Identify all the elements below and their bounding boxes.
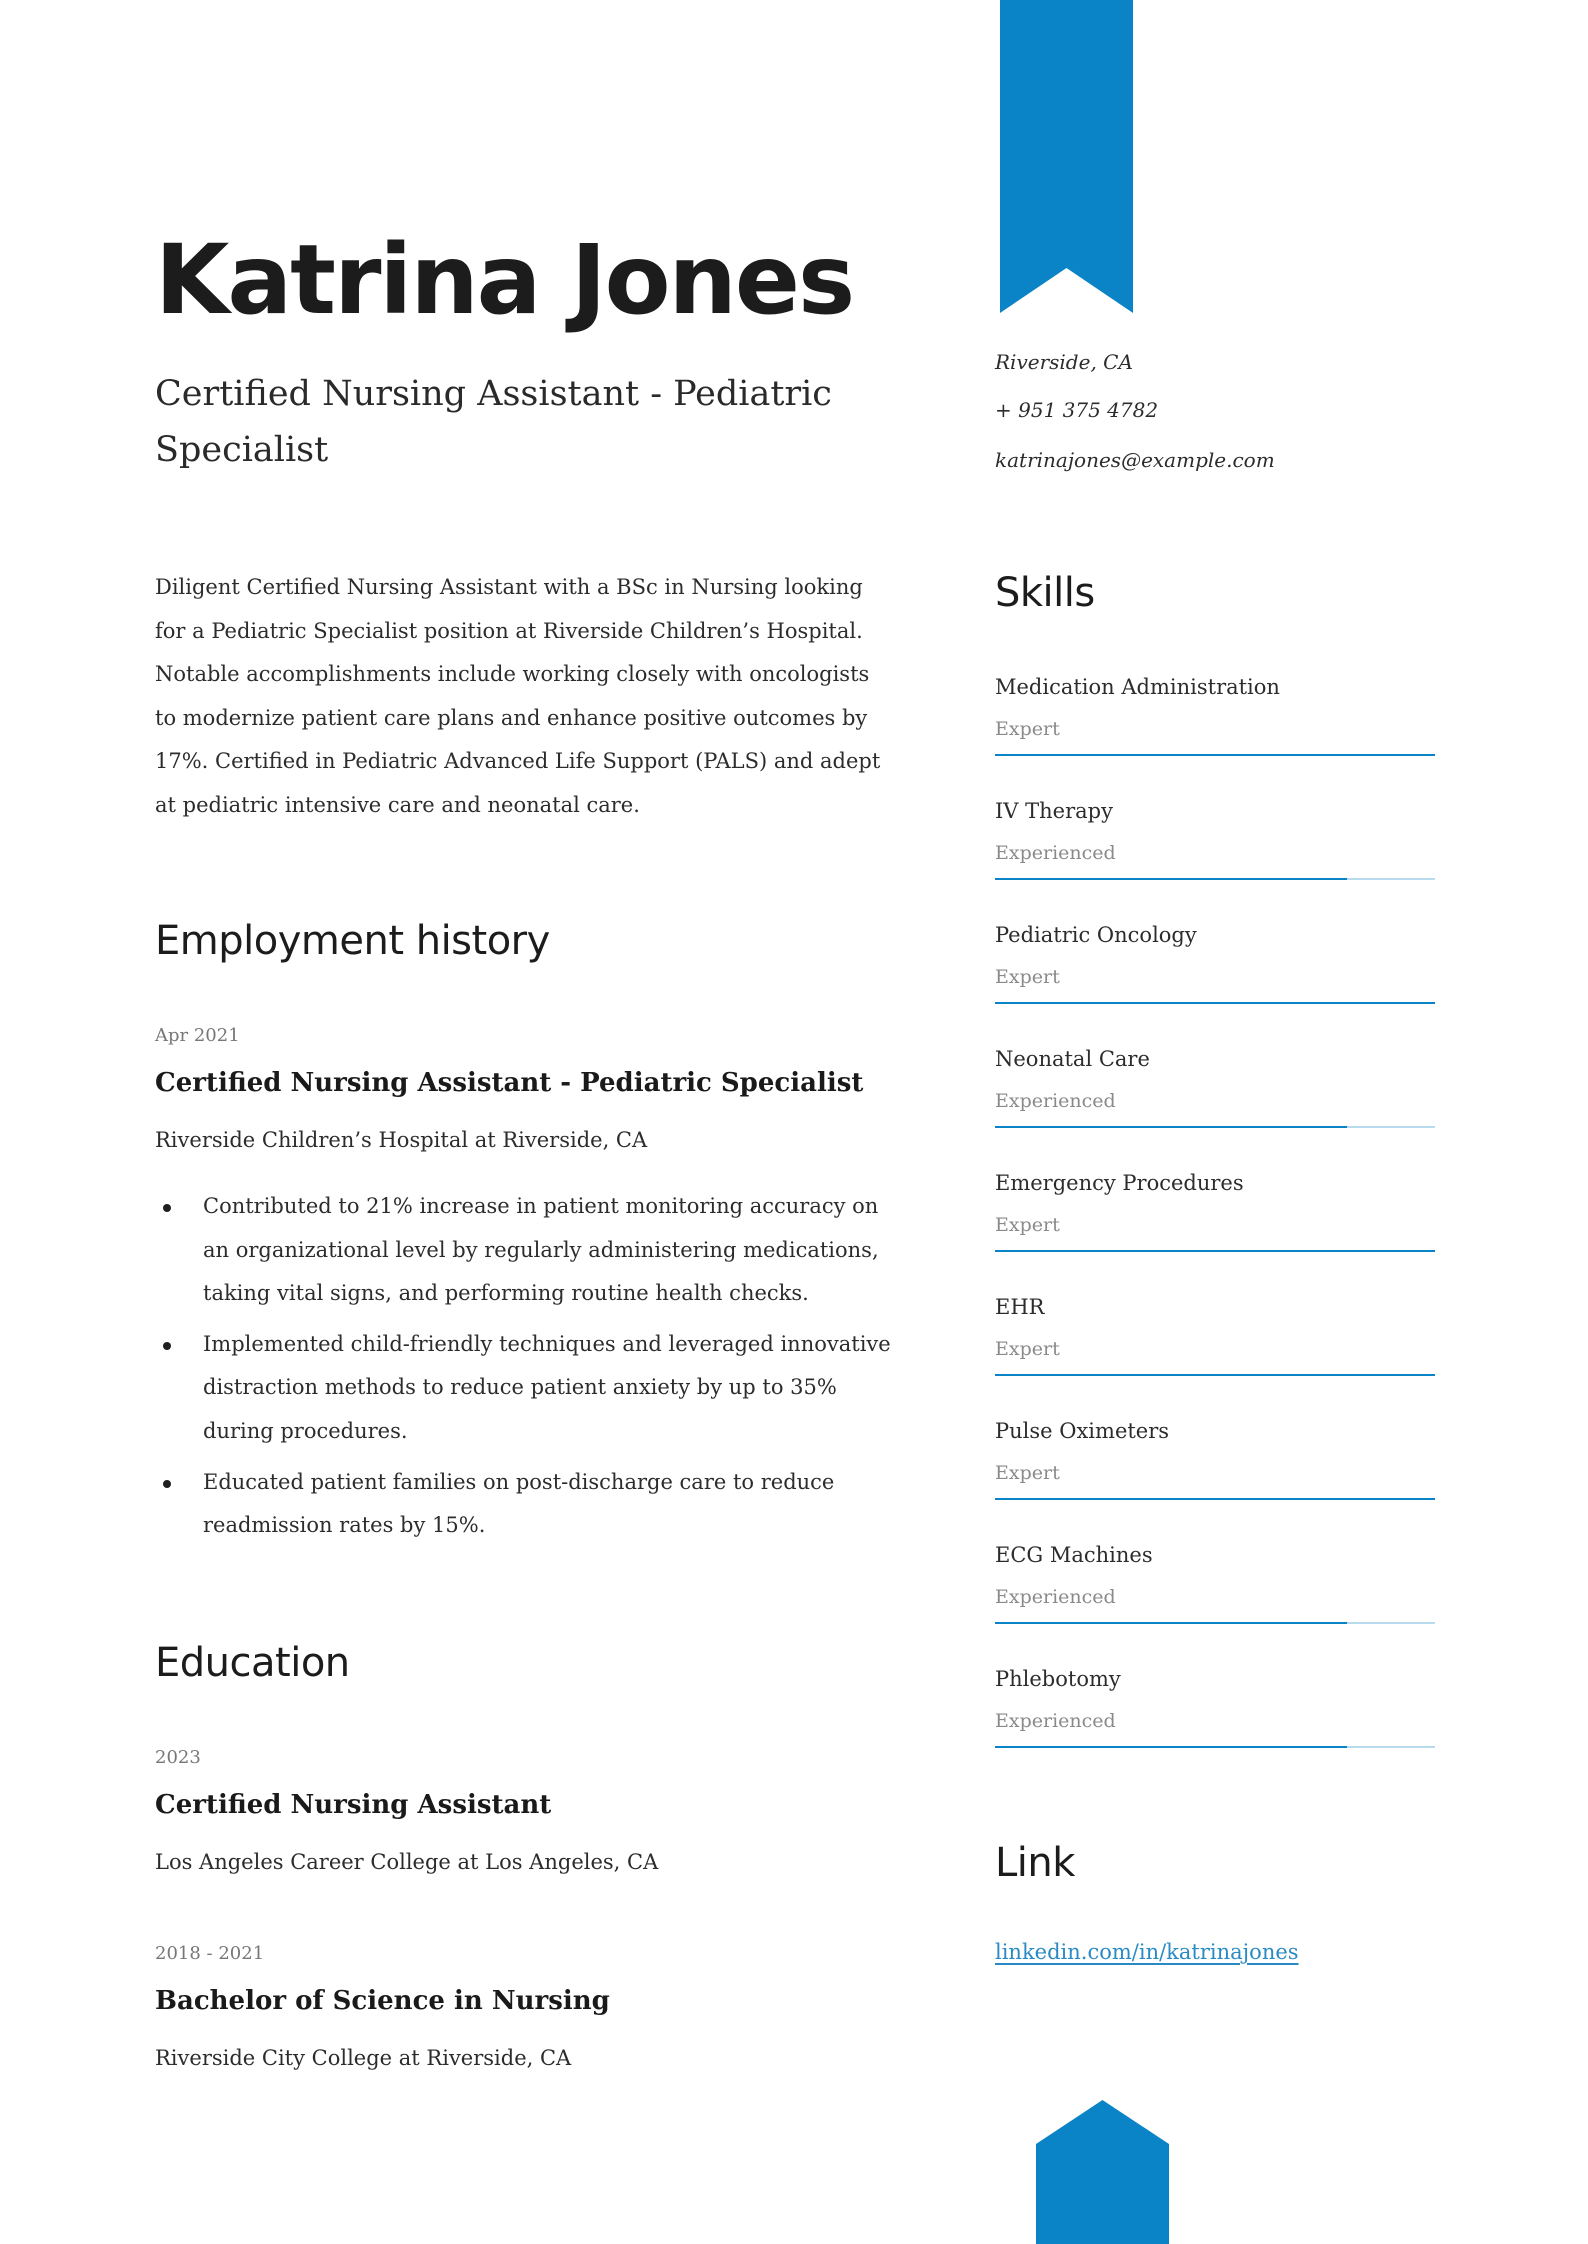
- job-title: Certified Nursing Assistant - Pediatric Specialist: [155, 374, 832, 470]
- skill-level: Expert: [995, 966, 1060, 988]
- skill-bar: [995, 754, 1435, 756]
- skill-bar: [995, 1250, 1435, 1252]
- skill-bar: [995, 1126, 1435, 1128]
- education-date: 2018 - 2021: [155, 1943, 265, 1964]
- skill-bar-fill: [995, 1746, 1347, 1748]
- professional-summary: Diligent Certified Nursing Assistant with a BSc in Nursing looking for a Pediatric Specialist position at Riverside Children’s Hospital. Notable accomplishments include working closely with oncologists to modernize patient care plans and enhance positive outcomes by 17%. Certified in Pediatric Advanced Life Support (PALS) and adept at pediatric intensive care and neonatal care.: [155, 575, 881, 817]
- employment-heading: Employment history: [155, 918, 550, 964]
- skill-bar-fill: [995, 1250, 1435, 1252]
- skill-level: Experienced: [995, 842, 1116, 864]
- employment-date: Apr 2021: [155, 1025, 240, 1046]
- contact-phone: + 951 375 4782: [995, 398, 1159, 422]
- skills-list: [995, 672, 1435, 1788]
- skill-level: Experienced: [995, 1710, 1116, 1732]
- link-heading: Link: [995, 1840, 1075, 1886]
- skill-name: Medication Administration: [995, 675, 1280, 699]
- skill-level: Expert: [995, 1214, 1060, 1236]
- skill-bar: [995, 1498, 1435, 1500]
- education-school: Riverside City College at Riverside, CA: [155, 2046, 572, 2070]
- skill-level: Expert: [995, 1338, 1060, 1360]
- employment-bullets: [155, 1185, 895, 1555]
- skill-bar-fill: [995, 878, 1347, 880]
- skill-bar: [995, 1002, 1435, 1004]
- skill-bar: [995, 878, 1435, 880]
- skill-item: [995, 1168, 1435, 1292]
- skills-heading: Skills: [995, 570, 1095, 616]
- skill-bar-fill: [995, 1002, 1435, 1004]
- employment-bullet: Educated patient families on post-discharge care to reduce readmission rates by 15%.: [155, 1461, 895, 1548]
- skill-bar: [995, 1622, 1435, 1624]
- contact-location: Riverside, CA: [995, 350, 1133, 374]
- employment-bullet: Contributed to 21% increase in patient monitoring accuracy on an organizational level by regularly administering medications, taking vital signs, and performing routine health checks.: [155, 1185, 895, 1316]
- skill-item: [995, 1664, 1435, 1788]
- skill-name: Emergency Procedures: [995, 1171, 1244, 1195]
- skill-level: Expert: [995, 1462, 1060, 1484]
- skill-name: IV Therapy: [995, 799, 1113, 823]
- skill-item: [995, 920, 1435, 1044]
- skill-level: Experienced: [995, 1586, 1116, 1608]
- education-school: Los Angeles Career College at Los Angeles, CA: [155, 1850, 659, 1874]
- employment-company: Riverside Children’s Hospital at Riverside, CA: [155, 1128, 648, 1152]
- employment-bullet: Implemented child-friendly techniques and leveraged innovative distraction methods to reduce patient anxiety by up to 35% during procedures.: [155, 1323, 895, 1454]
- skill-name: EHR: [995, 1295, 1045, 1319]
- education-title: Certified Nursing Assistant: [155, 1790, 552, 1820]
- skill-name: Pulse Oximeters: [995, 1419, 1170, 1443]
- skill-item: [995, 672, 1435, 796]
- skill-level: Expert: [995, 718, 1060, 740]
- linkedin-link[interactable]: linkedin.com/in/katrinajones: [995, 1940, 1299, 1964]
- education-heading: Education: [155, 1640, 350, 1686]
- skill-name: ECG Machines: [995, 1543, 1153, 1567]
- employment-title: Certified Nursing Assistant - Pediatric Specialist: [155, 1068, 864, 1098]
- skill-name: Pediatric Oncology: [995, 923, 1197, 947]
- skill-bar: [995, 1374, 1435, 1376]
- skill-item: [995, 1044, 1435, 1168]
- skill-item: [995, 796, 1435, 920]
- skill-bar-fill: [995, 1374, 1435, 1376]
- skill-item: [995, 1292, 1435, 1416]
- skill-bar-fill: [995, 1622, 1347, 1624]
- skill-bar-fill: [995, 1498, 1435, 1500]
- contact-email: katrinajones@example.com: [995, 448, 1275, 472]
- skill-item: [995, 1540, 1435, 1664]
- education-date: 2023: [155, 1747, 201, 1768]
- skill-bar-fill: [995, 754, 1435, 756]
- ribbon-bookmark-icon: [1000, 0, 1133, 315]
- skill-item: [995, 1416, 1435, 1540]
- skill-name: Neonatal Care: [995, 1047, 1150, 1071]
- skill-bar: [995, 1746, 1435, 1748]
- skill-level: Experienced: [995, 1090, 1116, 1112]
- candidate-name: Katrina Jones: [155, 224, 854, 336]
- ribbon-tab-icon: [1036, 2100, 1169, 2244]
- skill-bar-fill: [995, 1126, 1347, 1128]
- education-title: Bachelor of Science in Nursing: [155, 1986, 610, 2016]
- skill-name: Phlebotomy: [995, 1667, 1121, 1691]
